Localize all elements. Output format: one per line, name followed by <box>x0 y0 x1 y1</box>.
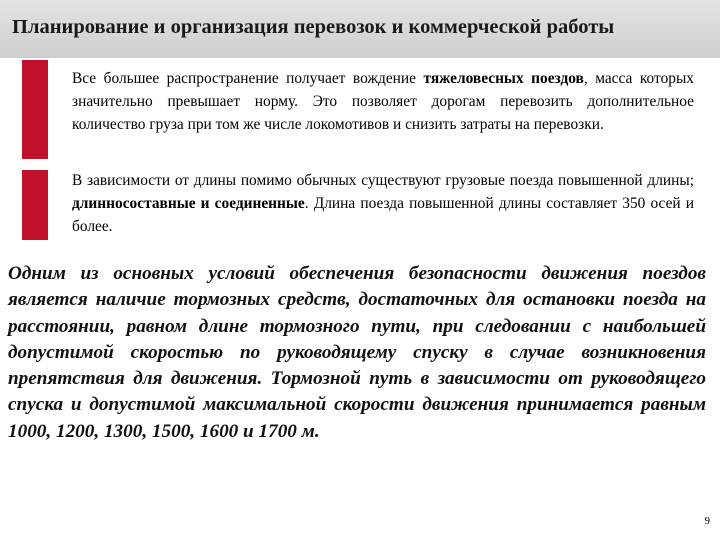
paragraph-2-text-end: . Длина поезда повышенной длины составляет 350 осей и более. <box>72 195 694 235</box>
slide-title: Планирование и организация перевозок и коммерческой работы <box>12 16 615 38</box>
paragraph-2 <box>72 169 694 238</box>
accent-marker-1 <box>22 60 48 159</box>
paragraph-2-bold-term: длинносоставные и соединенные <box>72 195 305 212</box>
page-number: 9 <box>704 515 710 527</box>
paragraph-2-text-start: В зависимости от длины помимо обычных существуют грузовые поезда повышенной длины; <box>72 172 694 189</box>
paragraph-1 <box>72 67 694 136</box>
paragraph-1-text-end: , масса которых значительно превышает норму. Это позволяет дорогам перевозить дополнительное количество груза при том же числе локомотивов и снизить затраты на перевозки. <box>72 70 694 133</box>
paragraph-1-bold-term: тяжеловесных поездов <box>423 70 584 87</box>
accent-marker-2 <box>22 170 48 240</box>
paragraph-3-emphasis: Одним из основных условий обеспечения безопасности движения поездов является наличие тормозных средств, достаточных для остановки поезда на расстоянии, равном длине тормозного пути, при следовании с наибольшей допустимой скоростью по руководящему спуску в случае возникновения препятствия для движения. Тормозной путь в зависимости от руководящего спуска и допустимой максимальной скорости движения принимается равным 1000, 1200, 1300, 1500, 1600 и 1700 м. <box>8 263 706 442</box>
paragraph-1-text-start: Все большее распространение получает вождение <box>72 70 424 87</box>
title-bar <box>0 0 720 58</box>
